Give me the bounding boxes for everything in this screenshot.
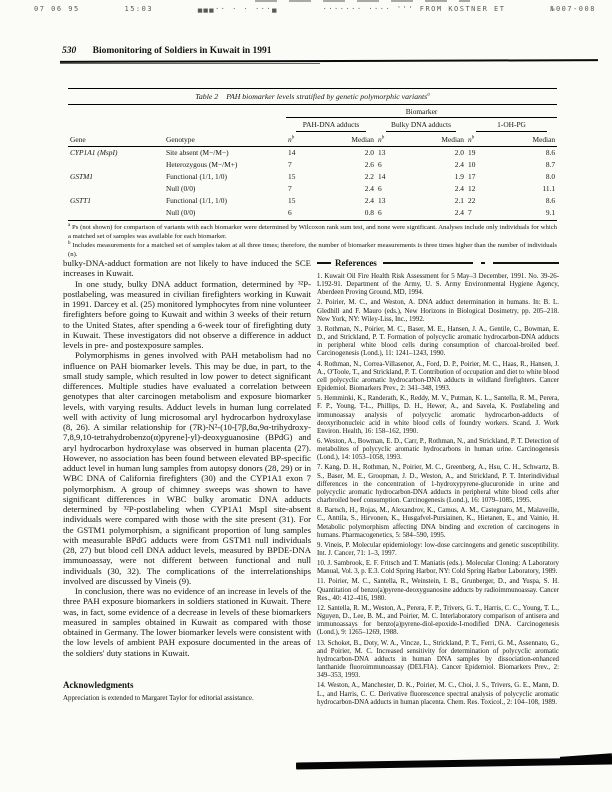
genotype-cell: Functional (1/1, 1/0): [166, 196, 227, 205]
fax-garbled-text: ▄▄▄·· · · ···▄: [197, 5, 278, 13]
col-header-genotype: Genotype: [164, 105, 286, 146]
gene-cell: [68, 159, 164, 171]
references-header-row: [317, 258, 559, 268]
reference-item: 11. Poirier, M. C., Santella, R., Weinstein, I. B., Grunberger, D., and Yuspa, S. H. Quantitation of benzo(a)pyrene-deoxyguanosine adducts by radioimmunoassay. Cancer Res., 40: 412–416, 1980.: [317, 578, 559, 602]
table-caption-label: Table 2: [195, 92, 219, 101]
genotype-cell: Null (0/0): [166, 184, 196, 193]
reference-item: 6. Weston, A., Bowman, E. D., Carr, P., Rothman, N., and Strickland, P. T. Detection of metabolites of polycyclic aromatic hydrocarbons in human urine. Carcinogenesis (Lond.), 14: 1053–1058, 1993.: [317, 437, 559, 462]
table-row: CYP1A1 (MspI) Site absent (M−/M−) 14 2.0 13 2.0 19 8.6: [70, 148, 556, 157]
table-caption-text: PAH biomarker levels stratified by genetic polymorphic variants: [226, 92, 428, 101]
genotype-cell: Heterozygous (M−/M+): [166, 160, 238, 169]
gene-cell: [68, 183, 164, 195]
gene-cell: CYP1A1 (MspI): [70, 148, 118, 157]
table-footnote-a: $^a$ Ps (not shown) for comparison of variants with each biomarker were determined by Wilcoxon rank sum test, and none were significant. Analyses include only individuals for which a matched set of samples was available for each biomarker.: [68, 222, 558, 240]
table-row: Null (0/0) 6 0.8 6 2.4 7 9.1: [68, 207, 557, 221]
subcol-median-3: Median: [511, 133, 557, 146]
table-footnotes: [68, 224, 557, 259]
body-left-column: [63, 258, 311, 758]
scan-artifact-top-line: [255, 0, 470, 2]
genotype-cell: Site absent (M−/M−): [166, 148, 229, 157]
reference-item: 13. Schoket, B., Doty, W. A., Vincze, L., Strickland, P. T., Ferri, G. M., Assennato, G., and Poirier, M. C. Increased sensitivity for determination of polycyclic aromatic hydrocarbon-DNA adducts in human DNA samples by dissociation-enhanced lanthanide fluoroimmunoassay (DELFIA). Cancer Epidemiol. Biomarkers Prev., 2: 349–353, 1993.: [317, 639, 559, 680]
fax-date: 07 06 95: [34, 5, 80, 13]
page-number: 530: [62, 46, 77, 56]
subcol-n-3: $n^b$: [466, 133, 511, 146]
reference-item: 2. Poirier, M. C., and Weston, A. DNA adduct determination in humans. In: B. L. Gledhill and F. Mauro (eds.), New Horizons in Biological Dosimetry, pp. 205–218. New York, NY: Wiley-Liss, Inc., 1992.: [317, 299, 559, 323]
subcol-n-2: $n^b$: [376, 133, 421, 146]
table-row: Heterozygous (M−/M+) 7 2.6 6 2.4 10 8.7: [68, 159, 557, 171]
group-header-bulky-dna: Bulky DNA adducts: [376, 118, 466, 134]
fax-sender: ······· ···· ''' FROM KOSTNER ET: [322, 5, 506, 13]
reference-item: 12. Santella, R. M., Weston, A., Perera, F. P., Trivers, G. T., Harris, C. C., Young, T. L., Nguyen, D., Lee, B. M., and Poirier, M. C. Interlaboratory comparison of antisera and immunoassays for benzo(a)pyrene-diol-epoxide-I-modified DNA. Carcinogenesis (Lond.), 9: 1265–1269, 1988.: [317, 604, 559, 637]
table-footnote-b: $^b$ Includes measurements for a matched set of samples taken at all three times; therefore, the number of biomarker measurements is three times higher than the number of individuals (n).: [68, 240, 557, 258]
group-header-pah-dna: PAH-DNA adducts: [286, 118, 376, 134]
gene-cell: [68, 207, 164, 221]
genotype-cell: Null (0/0): [166, 208, 196, 217]
paragraph: bulky-DNA-adduct formation are not likely to have induced the SCE increases in Kuwait.: [63, 258, 311, 279]
subcol-n-1: $n^b$: [286, 133, 331, 146]
reference-item: 1. Kuwait Oil Fire Health Risk Assessment for 5 May–3 December, 1991. No. 39-26-L192-91. Department of the Army, U. S. Army Environmental Hygiene Agency, Aberdeen Proving Ground, MD, 1994.: [317, 273, 559, 297]
group-header-1-oh-pg: 1-OH-PG: [466, 118, 557, 134]
fax-page-count: №007-008: [550, 5, 596, 13]
running-head: [62, 46, 272, 56]
scan-line: [317, 262, 331, 263]
genotype-cell: Functional (1/1, 1/0): [166, 172, 227, 181]
acknowledgments-text: Appreciation is extended to Margaret Taylor for editorial assistance.: [63, 694, 254, 702]
table-caption: [68, 88, 557, 105]
gene-cell: GSTT1: [70, 196, 91, 205]
fax-header: [34, 5, 596, 13]
running-head-title: Biomonitoring of Soldiers in Kuwait in 1991: [92, 46, 272, 56]
reference-item: 5. Hemminki, K., Randerath, K., Reddy, M. V., Putman, K. L., Santella, R. M., Perera, F. P., Young, T-L., Phillips, D. H., Hewer, A., and Savela, K. Postlabeling and immunoassay analysis of polycyclic aromatic hydrocarbon-adducts of deoxyribonucleic acid in white blood cells of foundry workers. Scand. J. Work Environ. Health, 16: 158–162, 1990.: [317, 395, 559, 435]
caption-footnote-mark: a: [427, 92, 430, 98]
reference-item: 3. Rothman, N., Poirier, M. C., Baser, M. E., Hansen, J. A., Gentile, C., Bowman, E. D., and Strickland, P. T. Formation of polycyclic aromatic hydrocarbon-DNA adducts in peripheral white blood cells during consumption of charcoal-broiled beef. Carcinogenesis (Lond.), 11: 1241–1243, 1990.: [317, 325, 559, 358]
reference-item: 4. Rothman, N., Correa-Villasenor, A., Ford, D. P., Poirier, M. C., Haas, R., Hansen, J. A., O'Toole, T., and Strickland, P. T. Contribution of occupation and diet to white blood cell polycyclic aromatic hydrocarbon-DNA adducts in wildland firefighters. Cancer Epidemiol. Biomarkers Prev., 2: 341–348, 1993.: [317, 360, 559, 393]
group-header-biomarker: Biomarker: [286, 105, 557, 118]
references-column: [317, 258, 559, 758]
subcol-median-1: Median: [331, 133, 376, 146]
reference-item: 9. Vineis, P. Molecular epidemiology: low-dose carcinogens and genetic susceptibility. Int. J. Cancer, 71: 1–3, 1997.: [317, 541, 559, 557]
running-head-rule-shadow: [60, 63, 320, 64]
acknowledgments-heading: Acknowledgments: [63, 679, 134, 690]
paragraph: In conclusion, there was no evidence of an increase in levels of the three PAH exposure biomarkers in soldiers stationed in Kuwait. There was, in fact, some evidence of a decrease in levels of these biomarkers measured in samples obtained in Kuwait as compared with those obtained in Germany. The lower biomarker levels were consistent with the low levels of ambient PAH exposure documented in the areas of the soldiers' duty stations in Kuwait.: [63, 586, 311, 658]
biomarker-table: [68, 105, 557, 221]
subcol-median-2: Median: [421, 133, 466, 146]
table-row: GSTT1 Functional (1/1, 1/0) 15 2.4 13 2.1 22 8.6: [70, 196, 556, 205]
reference-item: 7. Kang, D. H., Rothman, N., Poirier, M. C., Greenberg, A., Hsu, C. H., Schwartz, B. S., Baser, M. E., Groopman, J. D., Weston, A., and Strickland, P. T. Interindividual differences in the concentration of 1-hydroxypyrene-glucuronide in urine and polycyclic aromatic hydrocarbon-DNA adducts in peripheral white blood cells after charbroiled beef consumption. Carcinogenesis (Lond.), 16: 1079–1085, 1995.: [317, 464, 559, 505]
reference-item: 14. Weston, A., Manchester, D. K., Poirier, M. C., Choi, J. S., Trivers, G. E., Mann, D. L., and Harris, C. C. Derivative fluorescence spectral analysis of polycyclic aromatic hydrocarbon-DNA adducts in human placenta. Chem. Res. Toxicol., 2: 104–108, 1989.: [317, 682, 559, 706]
references-heading: References: [335, 258, 377, 268]
col-header-gene: Gene: [68, 105, 164, 146]
reference-item: 10. J. Sambrook, E. F. Fritsch and T. Maniatis (eds.). Molecular Cloning: A Laboratory Manual, Vol. 3, p. E.3. Cold Spring Harbor, NY: Cold Spring Harbor Laboratory, 1989.: [317, 560, 559, 576]
paragraph: Polymorphisms in genes involved with PAH metabolism had no influence on PAH biomarker levels. This may be due, in part, to the small study sample, which resulted in low power to detect significant differences. Multiple studies have evaluated a correlation between genotypes that alter carcinogen metabolism and exposure biomarker levels, with varying results. Adduct levels in human lung correlated well with activity of lung microsomal aryl hydrocarbon hydroxylase (8, 26). A similar relationship for (7R)-N²-(10-[7β,8α,9α-trihydroxy-7,8,9,10-tetrahydrobenzo(α)pyrene]-yl)-deoxyguanosine (BPdG) and aryl hydrocarbon hydroxylase was observed in human placenta (27). However, no association has been found between elevated BP-specific adduct level in human lung samples from autopsy donors (28, 29) or in WBC DNA of California firefighters (30) and the CYP1A1 exon 7 polymorphism. A group of chimney sweeps was shown to have significant differences in WBC bulky aromatic DNA adducts determined by ³²P-postlabeling when CYP1A1 MspI site-absent individuals were compared with those with the site present (31). For the GSTM1 polymorphism, a significant proportion of lung samples with measurable BPdG adducts were from GSTM1 null individuals (28, 27) but blood cell DNA adduct levels, measured by BPDE-DNA immunoassay, were not different between functional and null individuals (30, 32). The complications of the interrelationships involved are discussed by Vineis (9).: [63, 350, 311, 586]
table-row: GSTM1 Functional (1/1, 1/0) 15 2.2 14 1.9 17 8.0: [70, 172, 556, 181]
table-2-block: [68, 88, 557, 260]
table-row: Null (0/0) 7 2.4 6 2.4 12 11.1: [68, 183, 557, 195]
scan-line: [383, 262, 559, 263]
gene-cell: GSTM1: [70, 172, 93, 181]
paragraph: In one study, bulky DNA adduct formation, determined by ³²P-postlabeling, was measured in civilian firefighters working in Kuwait in 1991. Darcey et al. (25) monitored lymphocytes from nine volunteer firefighters before going to Kuwait and within 3 weeks of their return to the United States, after spending a 6-week tour of firefighting duty in Kuwait. These investigators did not observe a difference in adduct levels in pre- and postexposure samples.: [63, 278, 311, 350]
reference-item: 8. Bartsch, H., Rojas, M., Alexandrov, K., Camus, A. M., Castegnaro, M., Malaveille, C., Anttila, S., Hirvonen, K., Husgafvel-Pursiainen, K., Hietanen, E., and Vainio, H. Metabolic polymorphism affecting DNA binding and excretion of carcinogens in humans. Pharmacogenetics, 5: 584–590, 1995.: [317, 507, 559, 539]
fax-time: 15:03: [124, 5, 154, 13]
